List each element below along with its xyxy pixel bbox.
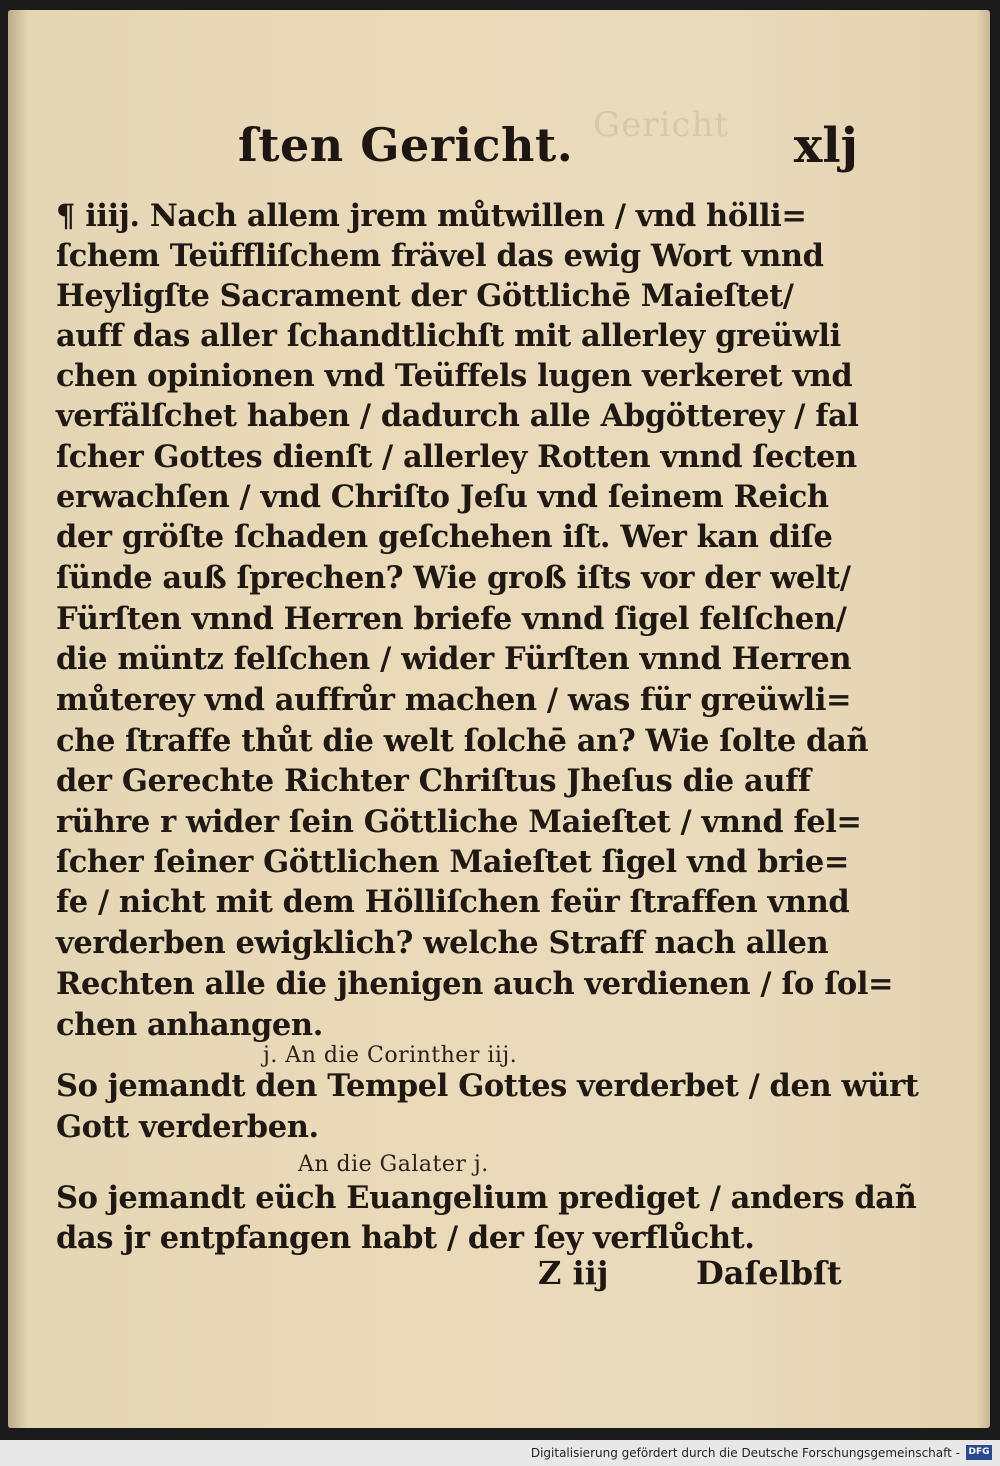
body-line: Fürſten vnnd Herren briefe vnnd ſigel felſchen/	[56, 601, 847, 637]
scripture-reference: An die Galater j.	[298, 1152, 489, 1177]
body-line: můterey vnd auffrůr machen / was für greüwli=	[56, 682, 852, 718]
body-line: der Gerechte Richter Chriſtus Jheſus die auff	[56, 763, 811, 799]
body-line: ¶ iiij. Nach allem jrem můtwillen / vnd hölli=	[56, 198, 807, 234]
body-line: die müntz felſchen / wider Fürſten vnnd Herren	[56, 641, 852, 677]
body-line: ſünde auß ſprechen? Wie groß iſts vor der welt/	[56, 560, 851, 596]
body-line: Heyligſte Sacrament der Göttlichē Maieſtet/	[56, 278, 794, 314]
catchword: Daſelbſt	[696, 1254, 842, 1292]
body-line: chen anhangen.	[56, 1007, 323, 1043]
signature-mark: Z iij	[538, 1254, 609, 1292]
footer-bar	[0, 1440, 1000, 1466]
page-header	[238, 118, 858, 188]
dfg-logo-icon: DFG	[966, 1445, 992, 1460]
folio-number: xlj	[793, 118, 858, 174]
body-line: ſcher Gottes dienſt / allerley Rotten vnnd ſecten	[56, 439, 857, 475]
quote-line: das jr entpfangen habt / der ſey verflůcht.	[56, 1220, 755, 1256]
body-line: ſchem Teüffliſchem frävel das ewig Wort vnnd	[56, 238, 824, 274]
quote-line: Gott verderben.	[56, 1109, 319, 1145]
footer-credit: Digitalisierung gefördert durch die Deutsche Forschungsgemeinschaft -	[530, 1446, 960, 1460]
body-line: der gröſte ſchaden geſchehen iſt. Wer kan diſe	[56, 519, 833, 555]
bleed-through-text: Gericht	[593, 105, 730, 145]
body-line: Rechten alle die jhenigen auch verdienen / ſo ſol=	[56, 966, 894, 1002]
body-line: chen opinionen vnd Teüffels lugen verkeret vnd	[56, 358, 853, 394]
body-line: fe / nicht mit dem Hölliſchen feür ſtraffen vnnd	[56, 884, 850, 920]
body-line: verfälſchet haben / dadurch alle Abgötterey / fal	[56, 398, 859, 434]
quote-line: So jemandt eüch Euangelium prediget / anders dañ	[56, 1180, 917, 1216]
body-line: auff das aller ſchandtlichſt mit allerley greüwli	[56, 318, 841, 354]
body-line: ſcher ſeiner Göttlichen Maieſtet ſigel vnd brie=	[56, 844, 850, 880]
book-page	[8, 10, 990, 1428]
body-line: erwachſen / vnd Chriſto Jeſu vnd ſeinem Reich	[56, 479, 829, 515]
body-line: che ſtraffe thůt die welt ſolchē an? Wie ſolte dañ	[56, 723, 869, 759]
quote-line: So jemandt den Tempel Gottes verderbet / den würt	[56, 1068, 919, 1104]
body-line: rühre r wider ſein Göttliche Maieſtet / vnnd fel=	[56, 804, 862, 840]
body-line: verderben ewigklich? welche Straff nach allen	[56, 925, 829, 961]
scripture-reference: j. An die Corinther iij.	[263, 1043, 518, 1068]
running-title: ſten Gericht.	[238, 118, 574, 172]
